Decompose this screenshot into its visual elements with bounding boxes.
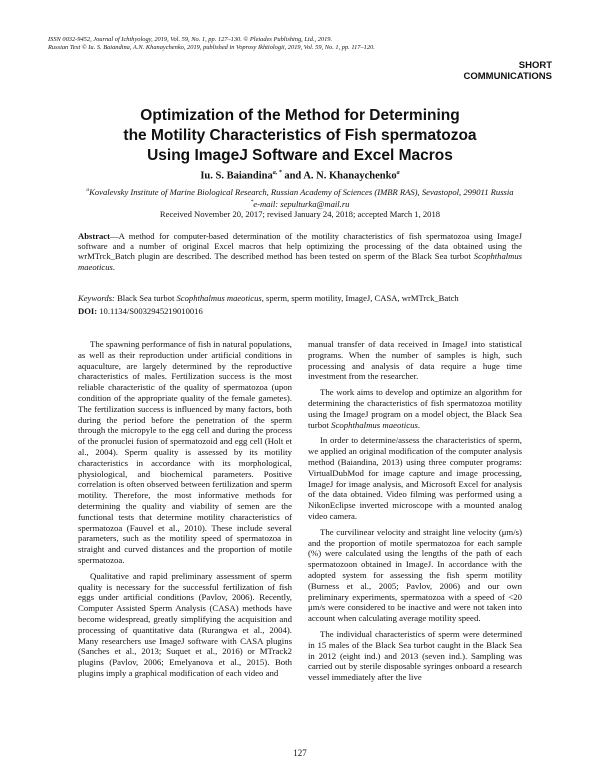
affiliation-text: Kovalevsky Institute of Marine Biological Research, Russian Academy of Sciences (IMBR RAS), Sevastopol, 299011 Russia xyxy=(89,186,514,197)
authors xyxy=(40,170,560,182)
email-mark: * xyxy=(250,198,254,205)
journal-header-line-1: ISSN 0032-9452, Journal of Ichthyology, 2019, Vol. 59, No. 1, pp. 127–130. © Pleiades Publishing, Ltd., 2019. xyxy=(48,36,333,43)
right-paragraph-2-text: The work aims to develop and optimize an algorithm for determining the characteristics of fish spermatozoa motility using the ImageJ program on a model object, the Black Sea turbot xyxy=(308,387,522,430)
affiliation-mark: a xyxy=(86,187,90,193)
authors-and: and xyxy=(281,170,304,182)
author-2: A. N. Khanaychenko xyxy=(303,170,397,182)
right-paragraph-2 xyxy=(308,387,522,430)
doi xyxy=(78,306,522,316)
right-paragraph-2-species: Scophthalmus maeoticus xyxy=(331,419,418,430)
abstract-end: . xyxy=(112,261,116,272)
author-2-affiliation-mark: a xyxy=(396,170,400,176)
section-label-line-1: SHORT xyxy=(518,60,552,71)
email: e-mail: sepulturka@mail.ru xyxy=(253,198,350,209)
right-paragraph-2-end: . xyxy=(417,419,421,430)
affiliation xyxy=(40,185,560,209)
journal-header-line-2: Russian Text © Iu. S. Baiandina, A.N. Khanaychenko, 2019, published in Voprosy Ikhtiologii, 2019, Vol. 59, No. 1, pp. 117–120. xyxy=(48,44,375,51)
right-paragraph-3: In order to determine/assess the characteristics of sperm, we applied an original modification of the computer analysis method (Baiandina, 2013) using three computer programs: VirtualDubMod for image capture and image processing, ImageJ for image analysis, and Microsoft Excel for analysis of the data obtained. Video filming was performed using a NikonEclipse inverted microscope with a mounted analog video camera. xyxy=(308,435,522,521)
abstract-species: Scophthalmus maeoticus xyxy=(78,251,522,272)
left-paragraph-1: The spawning performance of fish in natural populations, as well as their reproduction under artificial conditions in aquaculture, are largely determined by the reproductive characteristics of males. Fertilization success is the most reliable characteristic of the quality of spermatozoa (upon condition of the appropriate quality of the female gametes). The fertilization success is influenced by many factors, both during the period before the penetration of the sperm through the micropyle to the egg cell and during the process of the pronuclei fusion of spermatozoid and egg cell (Holt et al., 2004). Sperm quality is assessed by its motility characteristics in accordance with its morphological, physiological, and biochemical parameters. Positive correlation is often observed between fertilization and sperm motility. Therefore, the most informative methods for determining the quality and viability of semen are the functional tests that determine motility characteristics of spermatozoa (Fauvel et al., 2010). These include several parameters, such as the motility speed of spermatozoa in straight and curved distances and the proportion of motile spermatozoa. xyxy=(78,339,292,565)
title-line-1: Optimization of the Method for Determining xyxy=(140,107,460,124)
keywords-species: Scophthalmus maeoticus xyxy=(176,293,262,303)
doi-value: 10.1134/S0032945219010016 xyxy=(97,306,203,316)
left-paragraph-2: Qualitative and rapid preliminary assessment of sperm quality is necessary for the successful fertilization of fish eggs under artificial conditions (Pavlov, 2006). Recently, Computer Assisted Sperm Analysis (CASA) methods have become widespread, greatly simplifying the acquisition and processing of quantitative data (Rurangwa et al., 2004). Many researchers use ImageJ software with CASA plugins (Sanches et al., 2013; Suquet et al., 2016) or MTrack2 plugins (Pavlov, 2006; Emelyanova et al., 2015). Both plugins imply a graphical modification of each video and xyxy=(78,570,292,678)
left-column xyxy=(78,339,292,684)
page-number: 127 xyxy=(293,748,307,758)
doi-label: DOI: xyxy=(78,306,98,316)
right-column xyxy=(308,339,522,688)
abstract-text: —A method for computer-based determination of the motility characteristics of fish spermatozoa using ImageJ software and a number of original Excel macros that help optimizing the processing of the data obtained using the wrMTrck_Batch plugin are described. The described method has been tested on sperm of the Black Sea turbot xyxy=(78,231,522,262)
author-1-affiliation-mark: a, * xyxy=(272,170,282,176)
keywords-text-1: Black Sea turbot xyxy=(114,293,177,303)
abstract-label: Abstract xyxy=(78,231,110,241)
right-paragraph-5: The individual characteristics of sperm were determined in 15 males of the Black Sea turbot caught in the Black Sea in 2012 (eight ind.) and 2013 (seven ind.). Sampling was carried out by sterile disposable syringes onboard a research vessel immediately after the live xyxy=(308,628,522,683)
section-label xyxy=(464,61,552,82)
keywords-text-2: , sperm, sperm motility, ImageJ, CASA, wrMTrck_Batch xyxy=(261,293,459,303)
section-label-line-2: COMMUNICATIONS xyxy=(463,70,552,82)
article-title xyxy=(40,106,560,166)
abstract xyxy=(78,231,522,272)
right-paragraph-4: The curvilinear velocity and straight line velocity (μm/s) and the proportion of motile spermatozoa for each sample (%) were calculated using the lengths of the path of each spermatozoon obtained in ImageJ. In accordance with the adopted system for assessing the fish sperm motility (Burness et al., 2005; Pavlov, 2006) and our own preliminary experiments, spermatozoa with a speed of <20 μm/s were considered to be inactive and were not taken into account when calculating average motility speed. xyxy=(308,526,522,624)
author-1: Iu. S. Baiandina xyxy=(200,170,273,182)
received-dates: Received November 20, 2017; revised January 24, 2018; accepted March 1, 2018 xyxy=(159,209,441,219)
keywords-label: Keywords: xyxy=(78,293,115,303)
title-line-3: Using ImageJ Software and Excel Macros xyxy=(147,147,453,164)
right-paragraph-1: manual transfer of data received in ImageJ into statistical programs. When the number of samples is high, such processing and analysis of data require a huge time investment from the researcher. xyxy=(308,339,522,382)
keywords xyxy=(78,293,522,303)
title-line-2: the Motility Characteristics of Fish spermatozoa xyxy=(123,127,477,144)
